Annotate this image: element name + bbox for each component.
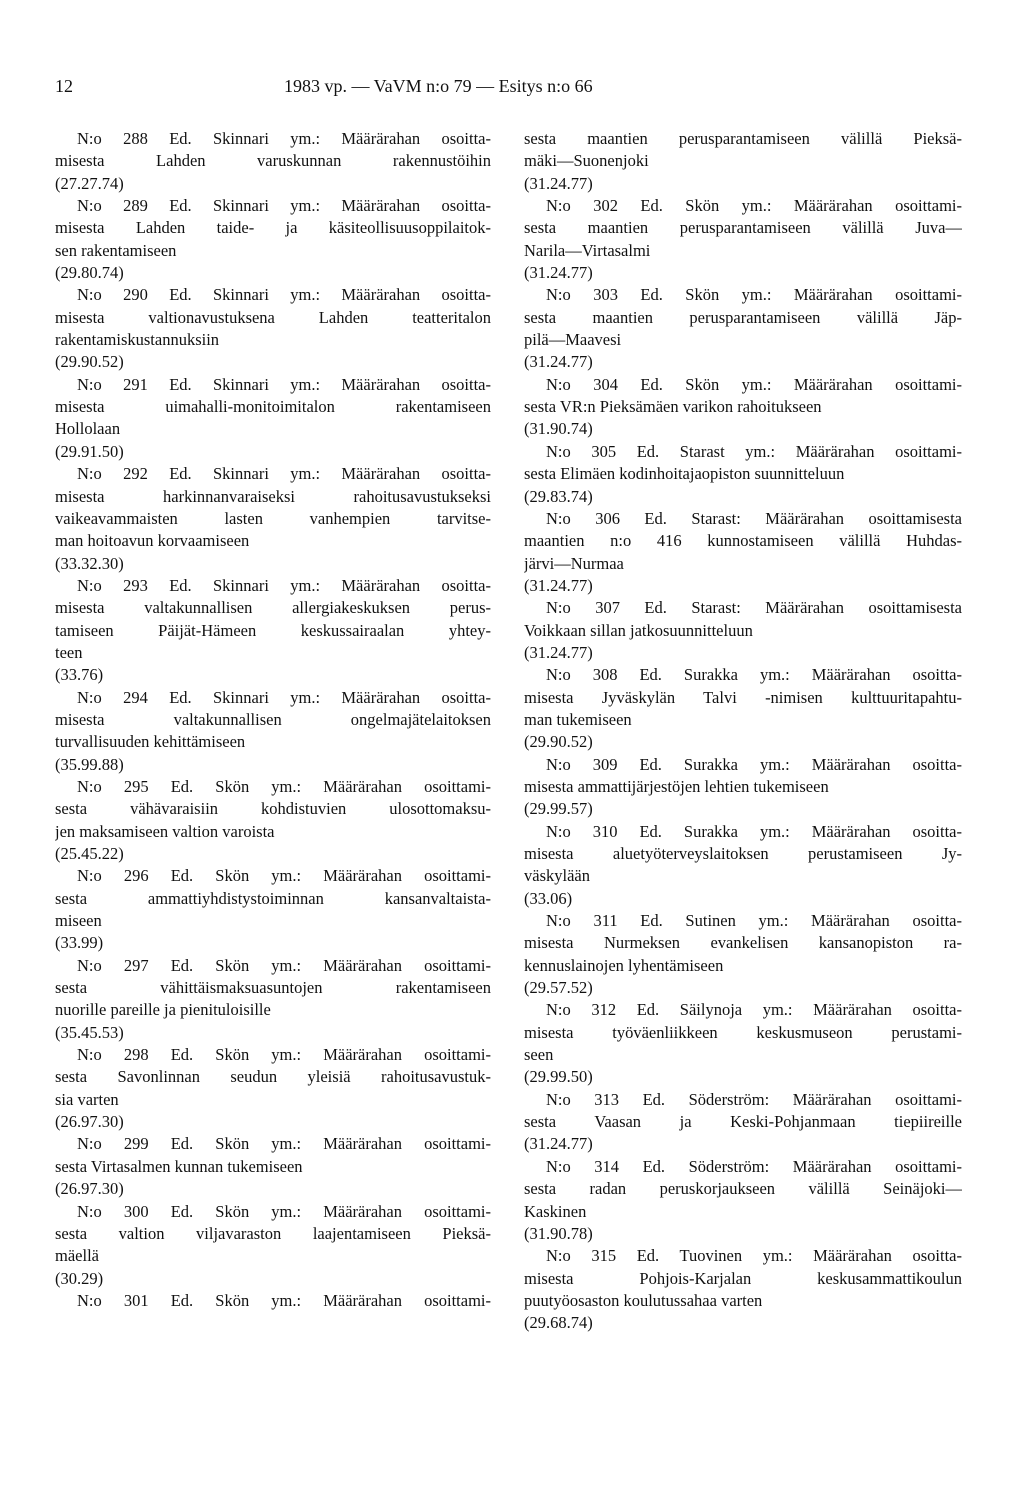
entry-text-line: järvi—Nurmaa xyxy=(524,553,624,573)
budget-reference: (33.99) xyxy=(55,933,104,953)
budget-reference: (26.97.30) xyxy=(55,1112,124,1132)
motion-entry xyxy=(524,374,962,441)
entry-text-line: N:o 295 Ed. Skön ym.: Määrärahan osoittami- xyxy=(77,776,491,796)
entry-text-line: misesta Lahden taide- ja käsiteollisuusoppilaitok- xyxy=(55,218,491,238)
budget-reference: (31.90.78) xyxy=(524,1223,593,1243)
budget-reference: (29.90.52) xyxy=(524,732,593,752)
entry-text-line: man hoitoavun korvaamiseen xyxy=(55,531,250,551)
budget-reference: (31.24.77) xyxy=(524,642,593,662)
entry-text-line: misesta uimahalli-monitoimitalon rakentamiseen xyxy=(55,397,491,417)
entry-text-line: N:o 298 Ed. Skön ym.: Määrärahan osoittami- xyxy=(77,1045,491,1065)
motion-entry xyxy=(524,754,962,821)
entry-text-line: sesta Savonlinnan seudun yleisiä rahoitusavustuk- xyxy=(55,1067,491,1087)
motion-entry xyxy=(55,1290,491,1312)
entry-text-line: Narila—Virtasalmi xyxy=(524,240,651,260)
motion-entry xyxy=(55,865,491,954)
motion-entry xyxy=(55,1201,491,1290)
motion-entry xyxy=(55,374,491,463)
entry-text-line: N:o 315 Ed. Tuovinen ym.: Määrärahan osoitta- xyxy=(546,1246,962,1266)
entry-text-line: N:o 297 Ed. Skön ym.: Määrärahan osoittami- xyxy=(77,955,491,975)
entry-text-line: sesta maantien perusparantamiseen välillä Juva— xyxy=(524,218,962,238)
motion-entry xyxy=(524,910,962,999)
entry-text-line: man tukemiseen xyxy=(524,709,632,729)
entry-text-line: N:o 305 Ed. Starast ym.: Määrärahan osoittami- xyxy=(546,441,962,461)
motion-entry xyxy=(524,821,962,910)
entry-text-line: N:o 288 Ed. Skinnari ym.: Määrärahan osoitta- xyxy=(77,129,491,148)
motion-entry xyxy=(55,955,491,1044)
budget-reference: (26.97.30) xyxy=(55,1179,124,1199)
budget-reference: (31.24.77) xyxy=(524,352,593,372)
motion-entry xyxy=(55,284,491,373)
motion-entry xyxy=(524,128,962,195)
budget-reference: (35.99.88) xyxy=(55,754,124,774)
entry-text-line: sesta maantien perusparantamiseen välillä Pieksä- xyxy=(524,129,962,148)
motion-entry xyxy=(524,284,962,373)
entry-text-line: mäki—Suonenjoki xyxy=(524,151,649,171)
budget-reference: (29.91.50) xyxy=(55,441,124,461)
budget-reference: (29.90.52) xyxy=(55,352,124,372)
entry-text-line: turvallisuuden kehittämiseen xyxy=(55,732,246,752)
entry-text-line: sesta maantien perusparantamiseen välillä Jäp- xyxy=(524,307,962,327)
entry-text-line: sesta vähävaraisiin kohdistuvien ulosottomaksu- xyxy=(55,799,491,819)
budget-reference: (29.80.74) xyxy=(55,263,124,283)
budget-reference: (33.06) xyxy=(524,888,573,908)
entry-text-line: misesta Lahden varuskunnan rakennustöihin xyxy=(55,151,491,171)
entry-text-line: N:o 306 Ed. Starast: Määrärahan osoittamisesta xyxy=(546,508,962,528)
motion-entry xyxy=(524,1156,962,1245)
budget-reference: (31.24.77) xyxy=(524,173,593,193)
entry-text-line: Hollolaan xyxy=(55,419,121,439)
entry-text-line: rakentamiskustannuksiin xyxy=(55,330,220,350)
budget-reference: (35.45.53) xyxy=(55,1022,124,1042)
entry-text-line: mäellä xyxy=(55,1246,99,1266)
budget-reference: (30.29) xyxy=(55,1268,104,1288)
entry-text-line: misesta Pohjois-Karjalan keskusammattikoulun xyxy=(524,1268,962,1288)
budget-reference: (31.90.74) xyxy=(524,419,593,439)
entry-text-line: sesta radan peruskorjaukseen välillä Seinäjoki— xyxy=(524,1179,962,1199)
budget-reference: (31.24.77) xyxy=(524,1134,593,1154)
budget-reference: (31.24.77) xyxy=(524,575,593,595)
motion-entry xyxy=(524,195,962,284)
entry-text-line: puutyöosaston koulutussahaa varten xyxy=(524,1290,763,1310)
entry-text-line: sesta vähittäismaksuasuntojen rakentamiseen xyxy=(55,978,491,998)
entry-text-line: N:o 311 Ed. Sutinen ym.: Määrärahan osoitta- xyxy=(546,911,962,931)
entry-text-line: tamiseen Päijät-Hämeen keskussairaalan yhtey- xyxy=(55,620,491,640)
running-title: 1983 vp. — VaVM n:o 79 — Esitys n:o 66 xyxy=(284,76,593,96)
entry-text-line: väskylään xyxy=(524,866,590,886)
motion-entry xyxy=(524,508,962,597)
entry-text-line: N:o 296 Ed. Skön ym.: Määrärahan osoittami- xyxy=(77,866,491,886)
entry-text-line: sesta ammattiyhdistystoiminnan kansanvaltaista- xyxy=(55,888,491,908)
budget-reference: (29.99.57) xyxy=(524,799,593,819)
motion-entry xyxy=(524,597,962,664)
entry-text-line: N:o 310 Ed. Surakka ym.: Määrärahan osoitta- xyxy=(546,821,962,841)
entry-text-line: pilä—Maavesi xyxy=(524,330,622,350)
entry-text-line: nuorille pareille ja pienituloisille xyxy=(55,1000,271,1020)
motion-entry xyxy=(524,441,962,508)
entry-text-line: misesta valtakunnallisen ongelmajätelaitoksen xyxy=(55,709,491,729)
entry-text-line: teen xyxy=(55,642,83,662)
entry-text-line: sesta Virtasalmen kunnan tukemiseen xyxy=(55,1156,303,1176)
right-column xyxy=(524,128,962,1335)
entry-text-line: misesta valtakunnallisen allergiakeskuksen perus- xyxy=(55,598,491,618)
motion-entry xyxy=(55,1044,491,1133)
budget-reference: (29.68.74) xyxy=(524,1313,593,1333)
entry-text-line: N:o 301 Ed. Skön ym.: Määrärahan osoittami- xyxy=(77,1290,491,1310)
entry-text-line: N:o 303 Ed. Skön ym.: Määrärahan osoittami- xyxy=(546,285,962,305)
entry-text-line: jen maksamiseen valtion varoista xyxy=(55,821,275,841)
left-column xyxy=(55,128,491,1312)
entry-text-line: N:o 304 Ed. Skön ym.: Määrärahan osoittami- xyxy=(546,374,962,394)
budget-reference: (33.76) xyxy=(55,665,104,685)
motion-entry xyxy=(55,687,491,776)
motion-entry xyxy=(55,1133,491,1200)
entry-text-line: N:o 292 Ed. Skinnari ym.: Määrärahan osoitta- xyxy=(77,464,491,484)
entry-text-line: maantien n:o 416 kunnostamiseen välillä Huhdas- xyxy=(524,531,962,551)
entry-text-line: N:o 307 Ed. Starast: Määrärahan osoittamisesta xyxy=(546,598,962,618)
entry-text-line: N:o 308 Ed. Surakka ym.: Määrärahan osoitta- xyxy=(546,665,962,685)
entry-text-line: N:o 294 Ed. Skinnari ym.: Määrärahan osoitta- xyxy=(77,687,491,707)
motion-entry xyxy=(55,463,491,575)
entry-text-line: N:o 312 Ed. Säilynoja ym.: Määrärahan osoitta- xyxy=(546,1000,962,1020)
entry-text-line: vaikeavammaisten lasten vanhempien tarvitse- xyxy=(55,508,491,528)
entry-text-line: sesta Elimäen kodinhoitajaopiston suunnitteluun xyxy=(524,464,845,484)
entry-text-line: miseen xyxy=(55,911,102,931)
motion-entry xyxy=(55,776,491,865)
budget-reference: (27.27.74) xyxy=(55,173,124,193)
entry-text-line: N:o 313 Ed. Söderström: Määrärahan osoittami- xyxy=(546,1089,962,1109)
entry-text-line: misesta harkinnanvaraiseksi rahoitusavustukseksi xyxy=(55,486,491,506)
entry-text-line: sesta VR:n Pieksämäen varikon rahoitukseen xyxy=(524,397,822,417)
entry-text-line: misesta ammattijärjestöjen lehtien tukemiseen xyxy=(524,776,829,796)
entry-text-line: Voikkaan sillan jatkosuunnitteluun xyxy=(524,620,753,640)
entry-text-line: sen rakentamiseen xyxy=(55,240,177,260)
motion-entry xyxy=(524,664,962,753)
entry-text-line: sia varten xyxy=(55,1089,119,1109)
entry-text-line: N:o 300 Ed. Skön ym.: Määrärahan osoittami- xyxy=(77,1201,491,1221)
entry-text-line: N:o 290 Ed. Skinnari ym.: Määrärahan osoitta- xyxy=(77,285,491,305)
entry-text-line: N:o 309 Ed. Surakka ym.: Määrärahan osoitta- xyxy=(546,754,962,774)
entry-text-line: misesta Nurmeksen evankelisen kansanopiston ra- xyxy=(524,933,962,953)
entry-text-line: misesta valtionavustuksena Lahden teatteritalon xyxy=(55,307,491,327)
entry-text-line: Kaskinen xyxy=(524,1201,587,1221)
entry-text-line: misesta työväenliikkeen keskusmuseon perustami- xyxy=(524,1022,962,1042)
budget-reference: (29.57.52) xyxy=(524,978,593,998)
budget-reference: (33.32.30) xyxy=(55,553,124,573)
entry-text-line: sesta Vaasan ja Keski-Pohjanmaan tiepiireille xyxy=(524,1112,962,1132)
budget-reference: (25.45.22) xyxy=(55,844,124,863)
page-number: 12 xyxy=(55,76,73,96)
entry-text-line: seen xyxy=(524,1045,554,1065)
budget-reference: (29.99.50) xyxy=(524,1067,593,1087)
motion-entry xyxy=(524,1089,962,1156)
entry-text-line: kennuslainojen lyhentämiseen xyxy=(524,955,724,975)
motion-entry xyxy=(524,1245,962,1334)
motion-entry xyxy=(524,999,962,1088)
entry-text-line: N:o 299 Ed. Skön ym.: Määrärahan osoittami- xyxy=(77,1134,491,1154)
page-header xyxy=(55,76,735,104)
entry-text-line: N:o 289 Ed. Skinnari ym.: Määrärahan osoitta- xyxy=(77,196,491,216)
motion-entry xyxy=(55,128,491,195)
entry-text-line: misesta Jyväskylän Talvi -nimisen kulttuuritapahtu- xyxy=(524,687,962,707)
entry-text-line: N:o 291 Ed. Skinnari ym.: Määrärahan osoitta- xyxy=(77,374,491,394)
motion-entry xyxy=(55,575,491,687)
entry-text-line: sesta valtion viljavaraston laajentamiseen Pieksä- xyxy=(55,1223,491,1243)
budget-reference: (29.83.74) xyxy=(524,486,593,506)
motion-entry xyxy=(55,195,491,284)
entry-text-line: N:o 302 Ed. Skön ym.: Määrärahan osoittami- xyxy=(546,196,962,216)
entry-text-line: misesta aluetyöterveyslaitoksen perustamiseen Jy- xyxy=(524,844,962,863)
entry-text-line: N:o 314 Ed. Söderström: Määrärahan osoittami- xyxy=(546,1156,962,1176)
entry-text-line: N:o 293 Ed. Skinnari ym.: Määrärahan osoitta- xyxy=(77,575,491,595)
budget-reference: (31.24.77) xyxy=(524,263,593,283)
